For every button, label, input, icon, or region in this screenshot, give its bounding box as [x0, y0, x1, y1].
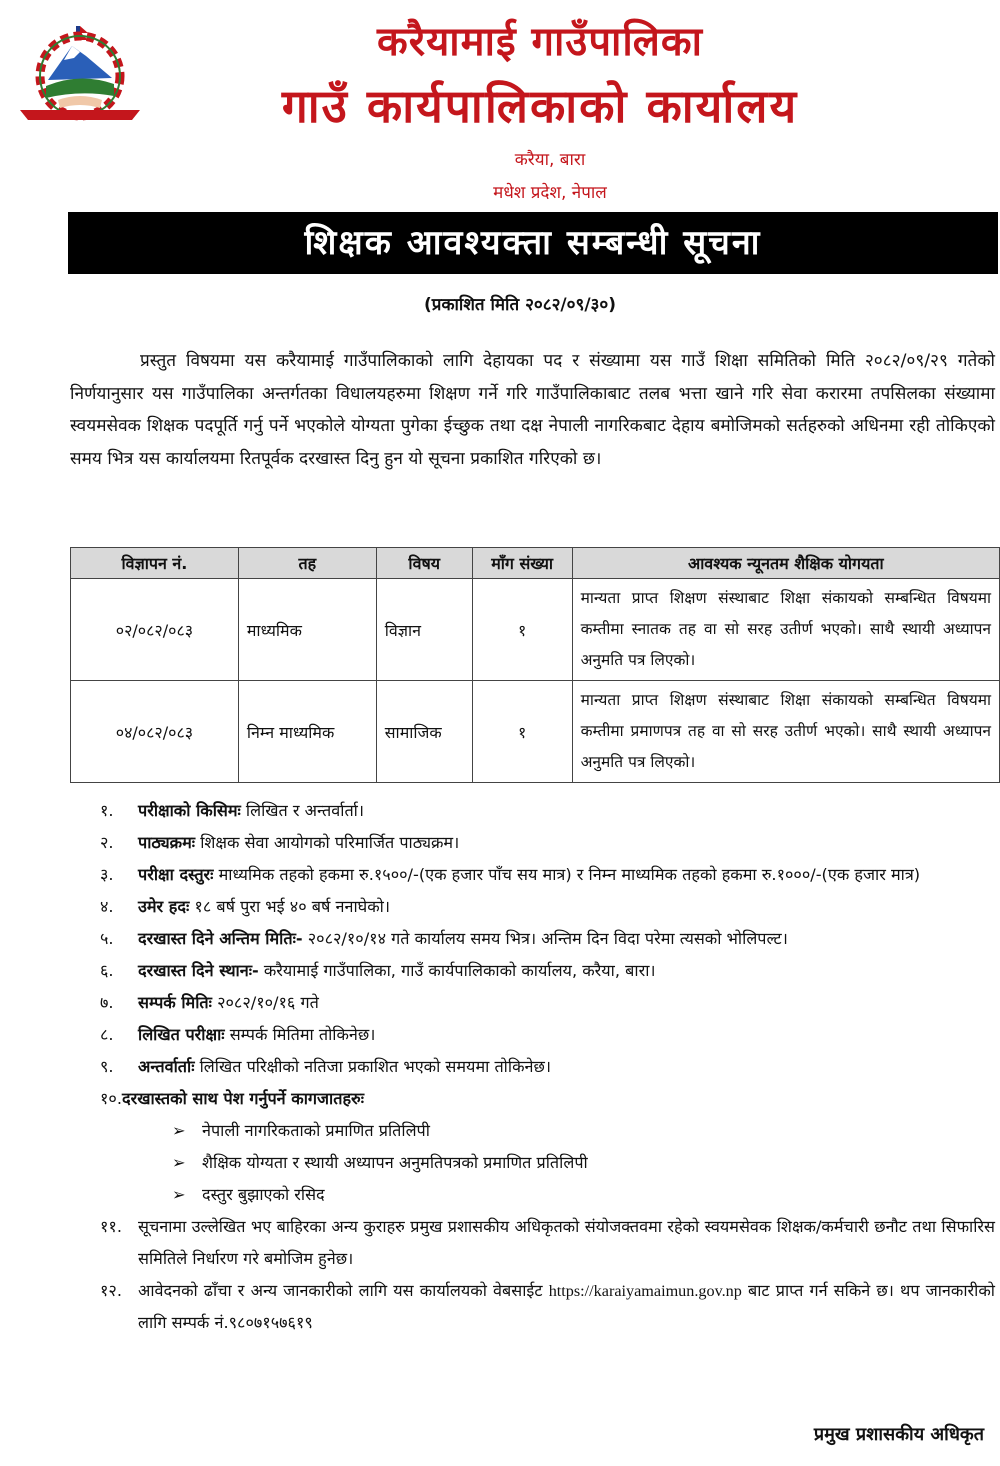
- vacancy-table: [70, 547, 1000, 783]
- col-header-qualification: आवश्यक न्यूनतम शैक्षिक योगयता: [572, 548, 999, 579]
- condition-number: ४.: [100, 897, 114, 916]
- conditions-list: [100, 795, 995, 1339]
- nepal-government-emblem-icon: [14, 24, 146, 124]
- condition-number: ६.: [100, 961, 114, 980]
- level-cell: निम्न माध्यमिक: [238, 681, 376, 783]
- documents-label: दरखास्तको साथ पेश गर्नुपर्ने कागजातहरुः: [121, 1089, 364, 1108]
- condition-number: १०.: [100, 1089, 122, 1108]
- condition-text: सूचनामा उल्लेखित भए बाहिरका अन्य कुराहरु प्रमुख प्रशासकीय अधिकृतको संयोजक्तवमा रहेको स्वयमसेवक शिक्षक/कर्मचारी छनौट तथा सिफारिस समितिले निर्धारण गरे बमोजिम हुनेछ।: [138, 1217, 995, 1268]
- condition-item: [100, 1051, 995, 1083]
- condition-label: दरखास्त दिने अन्तिम मितिः-: [138, 929, 303, 948]
- published-date: (प्रकाशित मिति २०८२/०९/३०): [424, 295, 616, 315]
- condition-text: करैयामाई गाउँपालिका, गाउँ कार्यपालिकाको कार्यालय, करैया, बारा।: [258, 961, 656, 980]
- col-header-level: तह: [238, 548, 376, 579]
- subject-cell: सामाजिक: [376, 681, 472, 783]
- document-text: दस्तुर बुझाएको रसिद: [202, 1185, 325, 1204]
- condition-number: २.: [100, 833, 114, 852]
- address-line-2: मधेश प्रदेश, नेपाल: [493, 183, 607, 203]
- condition-text: २०८२/१०/१४ गते कार्यालय समय भित्र। अन्तिम दिन विदा परेमा त्यसको भोलिपल्ट।: [302, 929, 788, 948]
- condition-label: पाठ्यक्रमः: [138, 833, 196, 852]
- document-list-item: [100, 1147, 995, 1179]
- condition-label: उमेर हदः: [138, 897, 190, 916]
- qualification-cell: मान्यता प्राप्त शिक्षण संस्थाबाट शिक्षा संकायको सम्बन्धित विषयमा कम्तीमा प्रमाणपत्र तह वा सो सरह उतीर्ण भएको। साथै स्थायी अध्यापन अनुमति पत्र लिएको।: [572, 681, 999, 783]
- condition-text: १८ बर्ष पुरा भई ४० बर्ष ननाघेको।: [189, 897, 390, 916]
- arrow-bullet-icon: ➢: [172, 1185, 186, 1204]
- document-text: नेपाली नागरिकताको प्रमाणित प्रतिलिपी: [202, 1121, 430, 1140]
- subject-cell: विज्ञान: [376, 579, 472, 681]
- count-cell: १: [472, 579, 572, 681]
- condition-number: ३.: [100, 865, 114, 884]
- condition-label: लिखित परीक्षाः: [138, 1025, 225, 1044]
- condition-item: [100, 827, 995, 859]
- table-row: [71, 681, 1000, 783]
- col-header-count: माँग संख्या: [472, 548, 572, 579]
- condition-text: आवेदनको ढाँचा र अन्य जानकारीको लागि यस कार्यालयको वेबसाईट: [138, 1281, 549, 1300]
- notice-title-banner: शिक्षक आवश्यक्ता सम्बन्धी सूचना: [68, 212, 998, 274]
- condition-label: अन्तर्वार्ताः: [138, 1057, 195, 1076]
- condition-number: १.: [100, 801, 114, 820]
- municipality-name: करैयामाई गाउँपालिका: [377, 19, 703, 65]
- condition-text: शिक्षक सेवा आयोगको परिमार्जित पाठ्यक्रम।: [195, 833, 460, 852]
- condition-text: सम्पर्क मितिमा तोकिनेछ।: [224, 1025, 376, 1044]
- condition-number: ७.: [100, 993, 114, 1012]
- signature-title: प्रमुख प्रशासकीय अधिकृत: [813, 1424, 984, 1445]
- count-cell: १: [472, 681, 572, 783]
- condition-item: [100, 923, 995, 955]
- condition-item: [100, 1019, 995, 1051]
- condition-number: ५.: [100, 929, 114, 948]
- document-list-item: [100, 1179, 995, 1211]
- col-header-ad-no: विज्ञापन नं.: [71, 548, 239, 579]
- documents-item: [100, 1083, 995, 1115]
- condition-item: [100, 859, 995, 891]
- qualification-cell: मान्यता प्राप्त शिक्षण संस्थाबाट शिक्षा संकायको सम्बन्धित विषयमा कम्तीमा स्नातक तह वा सो सरह उतीर्ण भएको। साथै स्थायी अध्यापन अनुमति पत्र लिएको।: [572, 579, 999, 681]
- ad-no-cell: ०२/०८२/०८३: [71, 579, 239, 681]
- condition-item: [100, 955, 995, 987]
- document-text: शैक्षिक योग्यता र स्थायी अध्यापन अनुमतिपत्रको प्रमाणित प्रतिलिपी: [202, 1153, 588, 1172]
- condition-text: बाट प्राप्त गर्न सकिने छ। थप जानकारीको लागि सम्पर्क नं.९८०७१५७६१९: [138, 1281, 995, 1332]
- condition-number: ११.: [100, 1217, 122, 1236]
- office-name: गाउँ कार्यपालिकाको कार्यालय: [281, 79, 799, 133]
- arrow-bullet-icon: ➢: [172, 1153, 186, 1172]
- condition-number: ८.: [100, 1025, 114, 1044]
- address-line-1: करैया, बारा: [514, 150, 586, 170]
- condition-item: [100, 795, 995, 827]
- col-header-subject: विषय: [376, 548, 472, 579]
- document-list-item: [100, 1115, 995, 1147]
- condition-item: [100, 1211, 995, 1275]
- condition-label: सम्पर्क मितिः: [138, 993, 212, 1012]
- level-cell: माध्यमिक: [238, 579, 376, 681]
- website-link[interactable]: https://karaiyamaimun.gov.np: [548, 1282, 742, 1300]
- condition-text: माध्यमिक तहको हकमा रु.१५००/-(एक हजार पाँच सय मात्र) र निम्न माध्यमिक तहको हकमा रु.१०००/-(एक हजार मात्र): [213, 865, 921, 884]
- condition-item: [100, 987, 995, 1019]
- condition-number: १२.: [100, 1281, 122, 1300]
- condition-text: लिखित परिक्षीको नतिजा प्रकाशित भएको समयमा तोकिनेछ।: [194, 1057, 551, 1076]
- ad-no-cell: ०४/०८२/०८३: [71, 681, 239, 783]
- condition-number: ९.: [100, 1057, 114, 1076]
- condition-label: दरखास्त दिने स्थानः-: [138, 961, 259, 980]
- condition-text: २०८२/१०/१६ गते: [211, 993, 319, 1012]
- condition-label: परीक्षा दस्तुरः: [138, 865, 214, 884]
- condition-item: [100, 1275, 995, 1339]
- condition-item: [100, 891, 995, 923]
- intro-paragraph: प्रस्तुत विषयमा यस करैयामाई गाउँपालिकाको लागि देहायका पद र संख्यामा यस गाउँ शिक्षा समितिको मिति २०८२/०९/२९ गतेको निर्णयानुसार यस गाउँपालिका अन्तर्गतका विधालयहरुमा शिक्षण गर्ने गरि गाउँपालिकाबाट तलब भत्ता खाने गरि सेवा करारमा तपसिलका संख्यामा स्वयमसेवक शिक्षक पदपूर्ति गर्नु पर्ने भएकोले योग्यता पुगेका ईच्छुक तथा दक्ष नेपाली नागरिकबाट देहाय बमोजिमको सर्तहरुको अधिनमा रही तोकिएको समय भित्र यस कार्यालयमा रितपूर्वक दरखास्त दिनु हुन यो सूचना प्रकाशित गरिएको छ।: [70, 351, 995, 469]
- condition-label: परीक्षाको किसिमः: [138, 801, 241, 820]
- table-row: [71, 579, 1000, 681]
- condition-text: लिखित र अन्तर्वार्ता।: [240, 801, 364, 820]
- arrow-bullet-icon: ➢: [172, 1121, 186, 1140]
- table-header-row: [71, 548, 1000, 579]
